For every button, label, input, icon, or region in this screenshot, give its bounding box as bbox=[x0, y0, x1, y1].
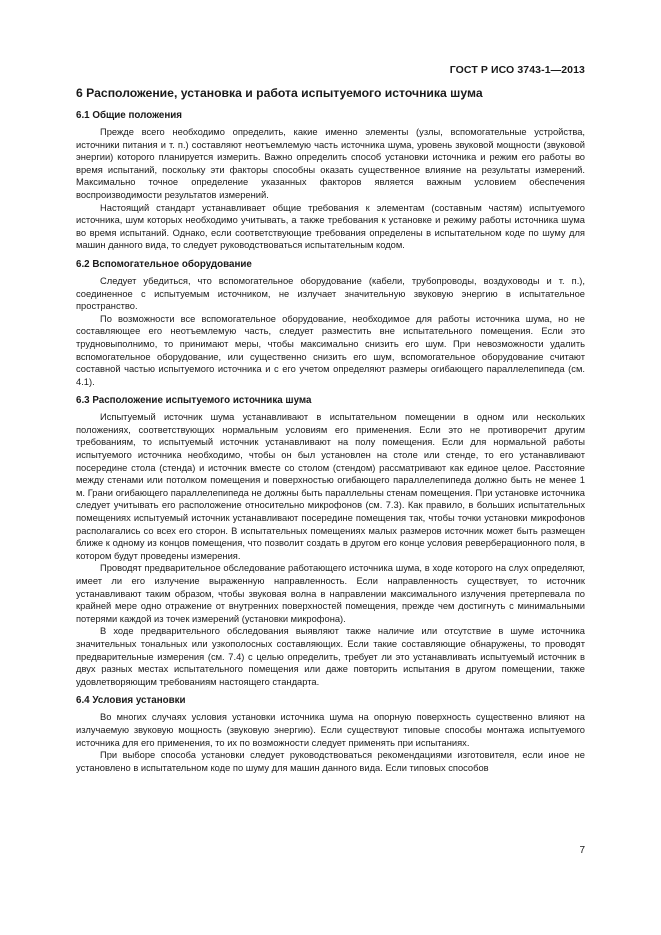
paragraph: Проводят предварительное обследование работающего источника шума, в ходе которого на слух определяют, имеет ли его излучение выраженную направленность. Если направленность существует, то источник устанавливают таким образом, чтобы звуковая волна в направлении максимального излучения претерпевала по крайней мере одно отражение от внутренних поверхностей помещения, прежде чем достигнуть с минимальными потерями каждой из точек измерений (установки микрофона). bbox=[76, 563, 585, 624]
subsection-title-6-4: 6.4 Условия установки bbox=[76, 695, 186, 707]
subsection-title-6-2: 6.2 Вспомогательное оборудование bbox=[76, 258, 252, 270]
paragraph: По возможности все вспомогательное оборудование, необходимое для работы источника шума, но не составляющее его неотъемлемую часть, следует разместить вне испытательного помещения. Если это трудновыполнимо, то принимают меры, чтобы максимально снизить его шум. При невозможности удалить вспомогательное оборудование, или существенно снизить его шум, вспомогательное оборудование считают составной частью испытуемого источника и с его учетом определяют размеры огибающего параллелепипеда (см. 4.1). bbox=[76, 313, 585, 387]
section-title: 6 Расположение, установка и работа испытуемого источника шума bbox=[76, 86, 483, 100]
paragraph: Испытуемый источник шума устанавливают в испытательном помещении в одном или нескольких положениях, соответствующих нормальным условиям его применения. Если это не противоречит другим требованиям, то испытуемый источник устанавливают на полу помещения. Если для нормальной работы испытуемого источника необходимо, чтобы он был установлен на столе или стенде, то его устанавливают посередине стола (стенда) и источник вместе со столом (стендом) рассматривают как единое целое. Расстояние между стенами или потолком помещения и поверхностью огибающего параллелепипеда должно быть не менее 1 м. Грани огибающего параллелепипеда не должны быть параллельны стенам помещения. При установке источника следует учитывать его расположение относительно микрофонов (см. 7.3). Как правило, в больших испытательных помещениях испытуемый источник устанавливают посередине помещения так, чтобы точки установки микрофонов располагались со всех его сторон. В испытательных помещениях малых размеров источник может быть размещен ближе к одному из концов помещения, что позволит создать в другом его конце условия реверберационного поля, в котором будут проведены измерения. bbox=[76, 412, 585, 561]
paragraph: В ходе предварительного обследования выявляют также наличие или отсутствие в шуме источника значительных тональных или узкополосных составляющих. Если такие составляющие обнаружены, то проводят предварительные измерения (см. 7.4) с целью определить, требует ли это устанавливать испытуемый источник в двух разных местах испытательного помещения или даже повторить испытания в другом помещении, также удовлетворяющим требованиям настоящего стандарта. bbox=[76, 626, 585, 687]
subsection-title-6-3: 6.3 Расположение испытуемого источника шума bbox=[76, 395, 312, 407]
document-id: ГОСТ Р ИСО 3743-1—2013 bbox=[449, 64, 585, 76]
paragraph: Во многих случаях условия установки источника шума на опорную поверхность существенно влияют на излучаемую звуковую мощность (звуковую энергию). Если существуют типовые способы монтажа испытуемого источника для его применения, то их по возможности следует применять при испытаниях. bbox=[76, 712, 585, 748]
page-content bbox=[76, 86, 585, 774]
page-number: 7 bbox=[579, 845, 585, 856]
paragraph: Настоящий стандарт устанавливает общие требования к элементам (составным частям) испытуемого источника, шум которых необходимо учитывать, а также требования к установке и режиму работы источника шума во время испытаний. Однако, если соответствующие требования определены в испытательном коде по шуму для машин данного вида, то следует руководствоваться испытательным кодом. bbox=[76, 202, 585, 251]
subsection-title-6-1: 6.1 Общие положения bbox=[76, 110, 183, 121]
paragraph: Прежде всего необходимо определить, какие именно элементы (узлы, вспомогательные устройства, источники питания и т. п.) составляют неотъемлемую часть источника шума, уровень звуковой мощности (звуковой энергии) которого планируется измерить. Важно определить способ установки источника и режим его работы во время испытаний, поскольку эти факторы способны оказать существенное влияние на результаты измерений. Максимально точное определение указанных факторов является важным условием обеспечения воспроизводимости результатов измерений. bbox=[76, 127, 585, 200]
paragraph: При выборе способа установки следует руководствоваться рекомендациями изготовителя, если иное не установлено в испытательном коде по шуму для машин данного вида. Если типовых способов bbox=[76, 750, 585, 773]
paragraph: Следует убедиться, что вспомогательное оборудование (кабели, трубопроводы, воздуховоды и т. п.), соединенное с испытуемым источником, не излучает значительную звуковую энергию в испытательное пространство. bbox=[76, 275, 585, 312]
